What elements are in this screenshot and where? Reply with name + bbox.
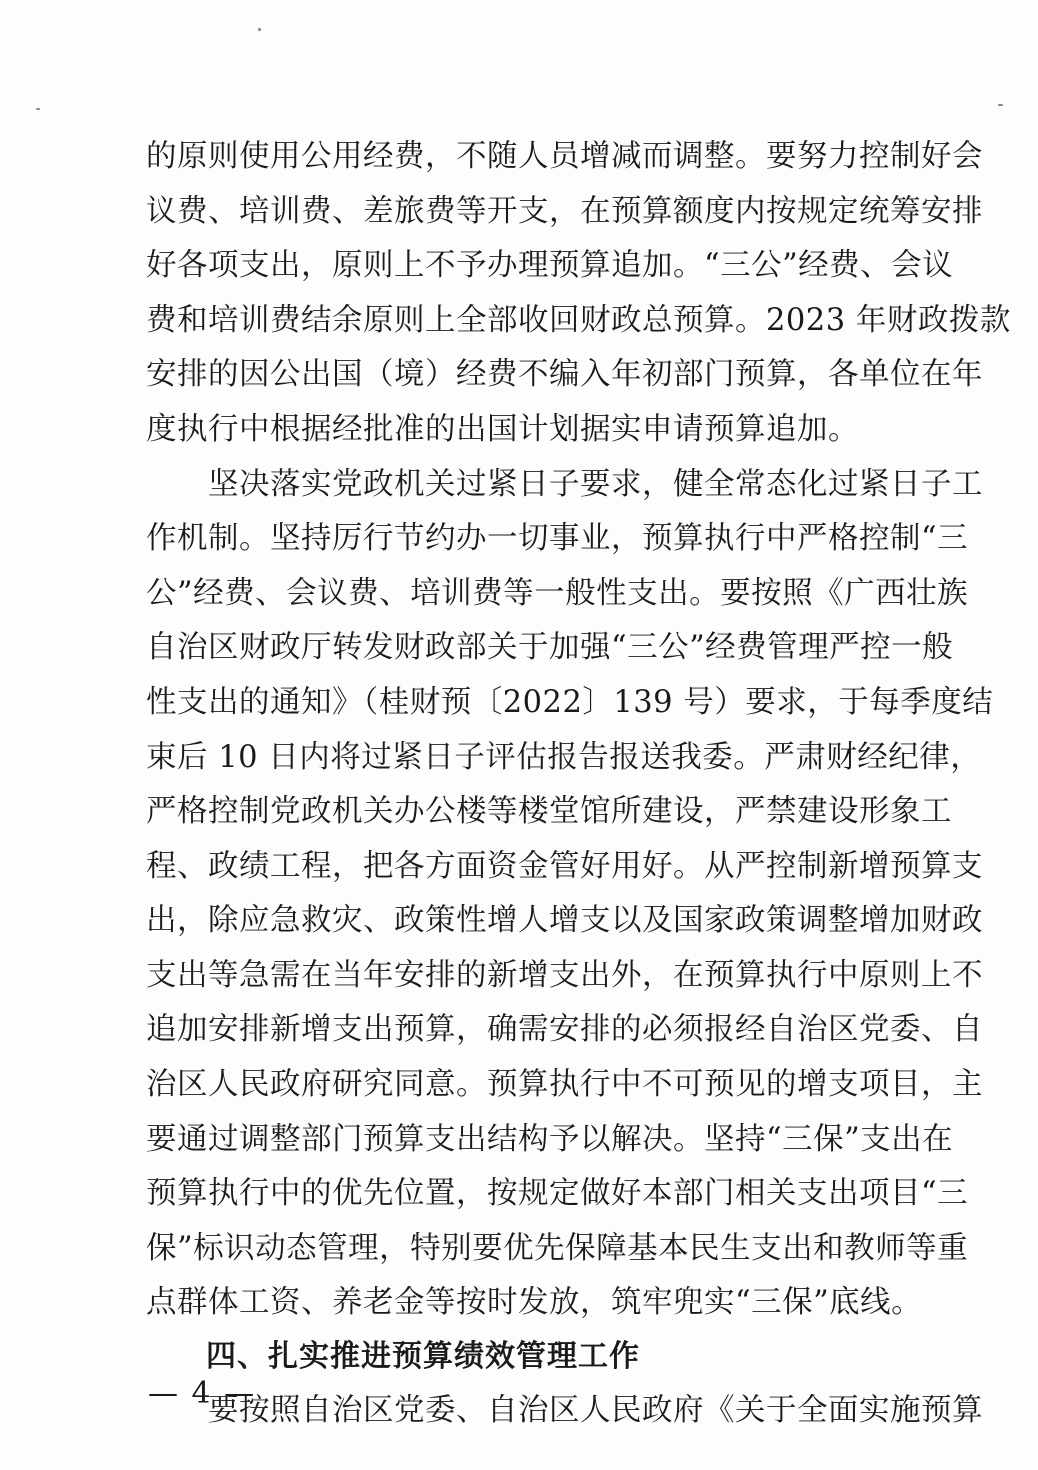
scan-speck xyxy=(36,108,40,110)
text-line: 程、政绩工程，把各方面资金管好用好。从严控制新增预算支 xyxy=(146,849,983,884)
section-heading: 四、扎实推进预算绩效管理工作 xyxy=(206,1339,640,1374)
text-line: 要按照自治区党委、自治区人民政府《关于全面实施预算 xyxy=(208,1393,983,1428)
page-number: — 4 — xyxy=(148,1376,257,1411)
text-line: 保”标识动态管理，特别要优先保障基本民生支出和教师等重 xyxy=(146,1231,969,1266)
text-line: 束后 10 日内将过紧日子评估报告报送我委。严肃财经纪律， xyxy=(146,740,982,775)
text-line: 坚决落实党政机关过紧日子要求，健全常态化过紧日子工 xyxy=(208,467,983,502)
text-line: 要通过调整部门预算支出结构予以解决。坚持“三保”支出在 xyxy=(146,1122,954,1157)
text-line: 性支出的通知》（桂财预〔2022〕139 号）要求，于每季度结 xyxy=(146,685,994,720)
text-line: 严格控制党政机关办公楼等楼堂馆所建设，严禁建设形象工 xyxy=(146,794,952,829)
text-line: 点群体工资、养老金等按时发放，筑牢兜实“三保”底线。 xyxy=(146,1285,923,1320)
text-line: 出，除应急救灾、政策性增人增支以及国家政策调整增加财政 xyxy=(146,903,983,938)
text-line: 公”经费、会议费、培训费等一般性支出。要按照《广西壮族 xyxy=(146,576,969,611)
text-line: 好各项支出，原则上不予办理预算追加。“三公”经费、会议 xyxy=(146,248,954,283)
text-line: 追加安排新增支出预算，确需安排的必须报经自治区党委、自 xyxy=(146,1012,983,1047)
scan-speck xyxy=(998,104,1003,106)
text-line: 的原则使用公用经费，不随人员增减而调整。要努力控制好会 xyxy=(146,139,983,174)
text-line: 治区人民政府研究同意。预算执行中不可预见的增支项目，主 xyxy=(146,1067,983,1102)
text-line: 安排的因公出国（境）经费不编入年初部门预算，各单位在年 xyxy=(146,357,983,392)
text-line: 自治区财政厅转发财政部关于加强“三公”经费管理严控一般 xyxy=(146,630,954,665)
text-line: 支出等急需在当年安排的新增支出外，在预算执行中原则上不 xyxy=(146,958,983,993)
text-line: 度执行中根据经批准的出国计划据实申请预算追加。 xyxy=(146,412,859,447)
text-line: 议费、培训费、差旅费等开支，在预算额度内按规定统筹安排 xyxy=(146,194,983,229)
scan-speck xyxy=(258,28,261,31)
text-line: 费和培训费结余原则上全部收回财政总预算。2023 年财政拨款 xyxy=(146,303,1011,338)
text-line: 作机制。坚持厉行节约办一切事业，预算执行中严格控制“三 xyxy=(146,521,969,556)
text-line: 预算执行中的优先位置，按规定做好本部门相关支出项目“三 xyxy=(146,1176,969,1211)
